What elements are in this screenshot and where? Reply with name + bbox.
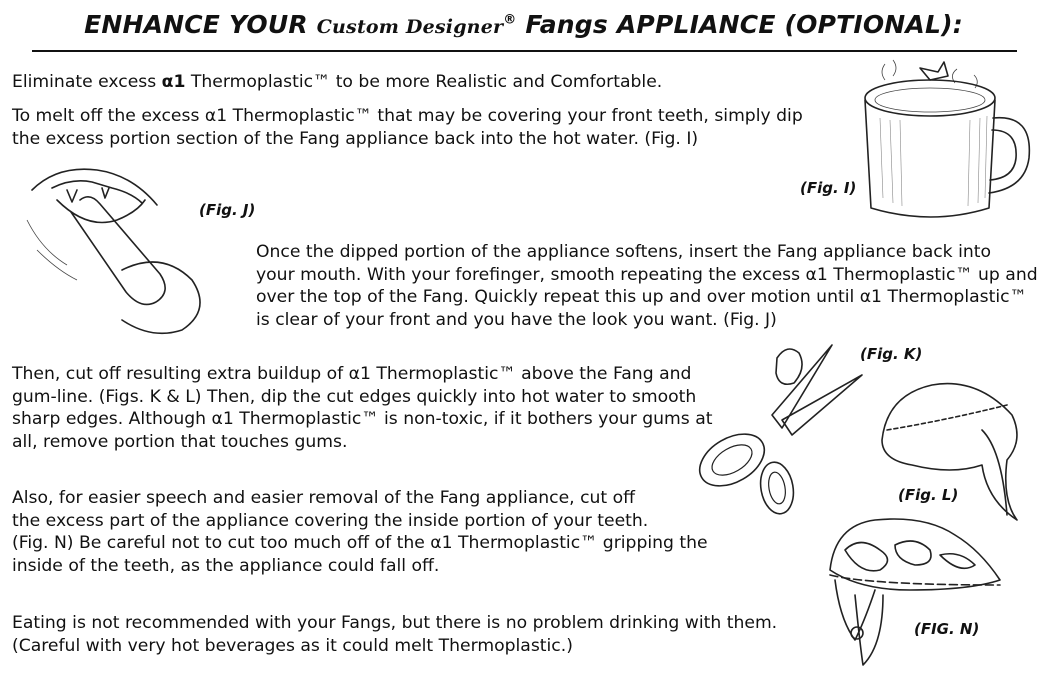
paragraph-5 — [12, 487, 708, 577]
p4-line: Then, cut off resulting extra buildup of α1 Thermoplastic™ above the Fang and — [12, 364, 692, 384]
paragraph-3 — [256, 241, 1038, 331]
paragraph-6 — [12, 612, 777, 657]
title-script: Custom Designer — [316, 16, 504, 38]
p1-text-a: Eliminate excess — [12, 72, 162, 92]
mug-illustration — [835, 58, 1020, 238]
paragraph-4 — [12, 363, 713, 453]
p3-line: your mouth. With your forefinger, smooth repeating the excess α1 Thermoplastic™ up and — [256, 264, 1038, 285]
appliance-inside-illustration — [825, 515, 1005, 670]
paragraph-1 — [12, 71, 662, 94]
p5-line: inside of the teeth, as the appliance could fall off. — [12, 555, 440, 576]
scissors-illustration — [682, 340, 867, 520]
p1-text-b: Thermoplastic™ to be more Realistic and Comfortable. — [185, 72, 663, 92]
fig-j-label: (Fig. J) — [199, 201, 256, 219]
p5-line: Also, for easier speech and easier removal of the Fang appliance, cut off — [12, 488, 635, 508]
fang-appliance-illustration — [872, 370, 1032, 525]
p3-line: Once the dipped portion of the appliance softens, insert the Fang appliance back into — [256, 242, 992, 262]
title-part1: ENHANCE YOUR — [84, 10, 308, 39]
p4-line: sharp edges. Although α1 Thermoplastic™ is non-toxic, if it bothers your gums at — [12, 409, 713, 429]
p4-line: all, remove portion that touches gums. — [12, 431, 348, 452]
p1-bold: α1 — [161, 72, 186, 92]
fig-l-label: (Fig. L) — [898, 486, 959, 504]
title-divider — [32, 50, 1017, 52]
paragraph-2 — [12, 105, 803, 150]
p2-line: the excess portion section of the Fang appliance back into the hot water. (Fig. I) — [12, 128, 699, 149]
fig-i-label: (Fig. I) — [800, 179, 857, 197]
fig-k-label: (Fig. K) — [860, 345, 923, 363]
p4-line: gum-line. (Figs. K & L) Then, dip the cut edges quickly into hot water to smooth — [12, 386, 697, 407]
page-title — [0, 10, 1047, 39]
p3-line: over the top of the Fang. Quickly repeat this up and over motion until α1 Thermoplastic™ — [256, 287, 1027, 307]
title-part2: Fangs APPLIANCE (OPTIONAL): — [525, 10, 963, 39]
title-reg: ® — [503, 12, 517, 28]
p6-line: Eating is not recommended with your Fangs, but there is no problem drinking with them. — [12, 613, 778, 633]
p6-line: (Careful with very hot beverages as it could melt Thermoplastic.) — [12, 635, 573, 656]
p5-line: (Fig. N) Be careful not to cut too much off of the α1 Thermoplastic™ gripping the — [12, 533, 708, 553]
p5-line: the excess part of the appliance covering the inside portion of your teeth. — [12, 510, 649, 531]
mouth-finger-illustration — [22, 160, 257, 335]
fig-n-label: (FIG. N) — [914, 620, 980, 638]
p2-line: To melt off the excess α1 Thermoplastic™ that may be covering your front teeth, simply dip — [12, 106, 803, 126]
p3-line: is clear of your front and you have the look you want. (Fig. J) — [256, 309, 777, 330]
